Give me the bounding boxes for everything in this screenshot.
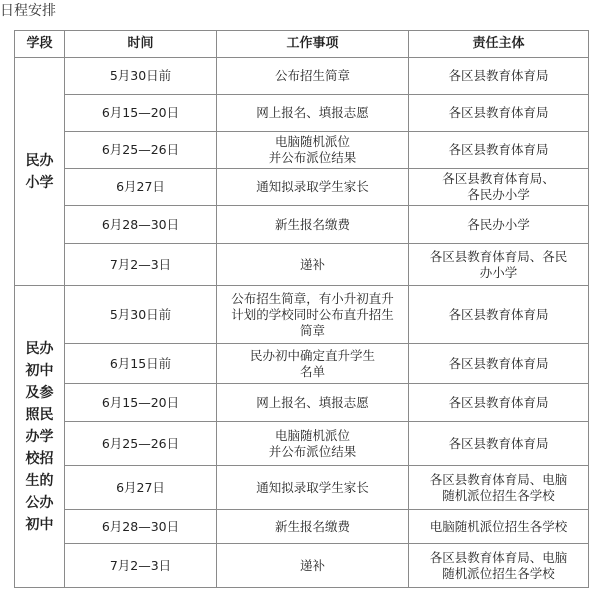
task-cell: 递补 [217, 544, 409, 588]
owner-cell: 各区县教育体育局 [409, 95, 589, 132]
time-cell: 6月28—30日 [65, 206, 217, 244]
owner-cell: 各区县教育体育局、电脑 随机派位招生各学校 [409, 466, 589, 510]
task-cell: 民办初中确定直升学生 名单 [217, 344, 409, 384]
time-cell: 7月2—3日 [65, 544, 217, 588]
time-cell: 6月27日 [65, 169, 217, 206]
owner-cell: 各区县教育体育局 [409, 422, 589, 466]
stage-label: 民办初中及参照民办学校招生的公办初中 [25, 340, 54, 533]
time-cell: 6月15日前 [65, 344, 217, 384]
owner-cell: 各区县教育体育局 [409, 132, 589, 169]
table-row [15, 384, 589, 422]
table-row [15, 132, 589, 169]
header-owner: 责任主体 [409, 31, 589, 58]
task-cell: 通知拟录取学生家长 [217, 466, 409, 510]
owner-cell: 各区县教育体育局 [409, 58, 589, 95]
owner-cell: 各区县教育体育局 [409, 286, 589, 344]
owner-cell: 各区县教育体育局 [409, 384, 589, 422]
task-cell: 电脑随机派位 并公布派位结果 [217, 422, 409, 466]
header-task: 工作事项 [217, 31, 409, 58]
schedule-caption: 日程安排 [0, 3, 56, 19]
table-row [15, 244, 589, 286]
owner-cell: 各区县教育体育局、各民 办小学 [409, 244, 589, 286]
task-cell: 网上报名、填报志愿 [217, 384, 409, 422]
task-cell: 公布招生简章，有小升初直升 计划的学校同时公布直升招生 简章 [217, 286, 409, 344]
owner-cell: 各民办小学 [409, 206, 589, 244]
owner-cell: 各区县教育体育局、 各民办小学 [409, 169, 589, 206]
stage-cell-primary [15, 58, 65, 286]
header-time: 时间 [65, 31, 217, 58]
time-cell: 6月15—20日 [65, 95, 217, 132]
table-row [15, 95, 589, 132]
time-cell: 7月2—3日 [65, 244, 217, 286]
time-cell: 5月30日前 [65, 286, 217, 344]
stage-cell-middle [15, 286, 65, 588]
table-row [15, 344, 589, 384]
header-row [15, 31, 589, 58]
task-cell: 递补 [217, 244, 409, 286]
table-row [15, 58, 589, 95]
owner-cell: 各区县教育体育局 [409, 344, 589, 384]
time-cell: 6月25—26日 [65, 422, 217, 466]
table-row [15, 466, 589, 510]
schedule-table [14, 30, 589, 588]
time-cell: 6月15—20日 [65, 384, 217, 422]
owner-cell: 电脑随机派位招生各学校 [409, 510, 589, 544]
time-cell: 5月30日前 [65, 58, 217, 95]
table-row [15, 422, 589, 466]
header-stage: 学段 [15, 31, 65, 58]
table-row [15, 510, 589, 544]
time-cell: 6月25—26日 [65, 132, 217, 169]
task-cell: 网上报名、填报志愿 [217, 95, 409, 132]
time-cell: 6月28—30日 [65, 510, 217, 544]
table-row [15, 169, 589, 206]
task-cell: 电脑随机派位 并公布派位结果 [217, 132, 409, 169]
task-cell: 公布招生简章 [217, 58, 409, 95]
time-cell: 6月27日 [65, 466, 217, 510]
table-row [15, 206, 589, 244]
table-row [15, 286, 589, 344]
table-row [15, 544, 589, 588]
owner-cell: 各区县教育体育局、电脑 随机派位招生各学校 [409, 544, 589, 588]
task-cell: 新生报名缴费 [217, 206, 409, 244]
task-cell: 通知拟录取学生家长 [217, 169, 409, 206]
stage-label: 民办小学 [25, 152, 54, 191]
task-cell: 新生报名缴费 [217, 510, 409, 544]
